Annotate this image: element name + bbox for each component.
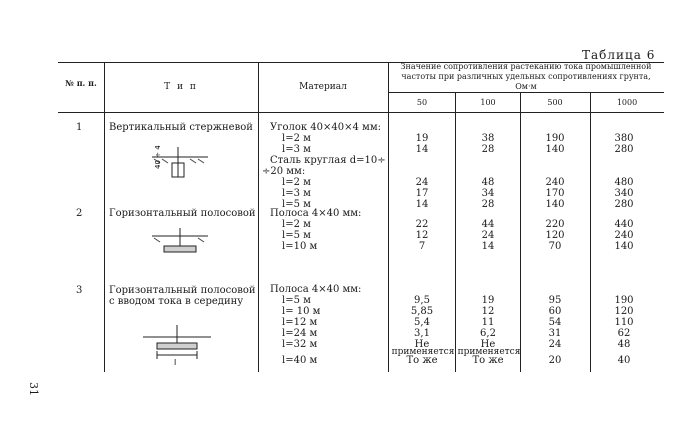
value-cell: То же	[406, 355, 438, 366]
value-cell: 280	[614, 199, 634, 210]
row-1-type: Вертикальный стержневой	[109, 122, 253, 133]
row-3-material-line: l= 10 м	[282, 306, 321, 317]
value-cell: Не	[480, 339, 496, 350]
value-cell: 24	[415, 177, 429, 188]
header-material: Материал	[299, 82, 347, 92]
value-cell: 140	[614, 241, 634, 252]
value-cell: 12	[415, 230, 429, 241]
value-cell: 62	[617, 328, 631, 339]
value-cell: 170	[545, 188, 565, 199]
row-1-material-line: Сталь круглая d=10÷	[270, 155, 386, 166]
value-cell: 5,85	[410, 306, 434, 317]
vertical-rod-sketch	[150, 143, 210, 193]
value-cell: 240	[545, 177, 565, 188]
header-resistivity-1000: 1000	[616, 98, 638, 107]
value-cell: 44	[481, 219, 495, 230]
value-cell: 34	[481, 188, 495, 199]
header-num: № п. п.	[65, 78, 97, 88]
row-1-material-line: l=5 м	[282, 199, 311, 210]
header-resistivity-500: 500	[547, 98, 563, 107]
row-3-type-line: Горизонтальный полосовой	[109, 285, 256, 296]
value-cell: 340	[614, 188, 634, 199]
value-cell: 48	[481, 177, 495, 188]
value-cell: 14	[415, 199, 429, 210]
page-number: 31	[27, 382, 40, 396]
sketch-dimension-label: 40 ÷ 4	[154, 145, 162, 169]
row-3-material-line: Полоса 4×40 мм:	[270, 284, 362, 295]
column-divider	[455, 92, 456, 372]
value-cell: 240	[614, 230, 634, 241]
table-caption: Таблица 6	[582, 48, 656, 62]
value-cell: 220	[545, 219, 565, 230]
row-1-material-line: ÷20 мм:	[262, 166, 306, 177]
value-cell: 22	[415, 219, 429, 230]
value-cell: 54	[548, 317, 562, 328]
value-cell: 20	[548, 355, 562, 366]
row-2-number: 2	[76, 208, 83, 219]
row-3-material-line: l=5 м	[282, 295, 311, 306]
value-cell: 60	[548, 306, 562, 317]
header-resistivity-100: 100	[480, 98, 496, 107]
header-resistivity-50: 50	[416, 98, 428, 107]
header-resistance-group: Значение сопротивления растеканию тока промышленной частоты при различных удельных сопротивлениях грунта, Ом·м	[400, 62, 652, 91]
column-divider	[590, 92, 591, 372]
row-1-number: 1	[76, 122, 83, 133]
value-cell: 9,5	[414, 295, 430, 306]
sketch-dimension-label: l	[174, 358, 177, 367]
value-cell: 31	[548, 328, 562, 339]
value-cell: 24	[481, 230, 495, 241]
row-1-material-line: Уголок 40×40×4 мм:	[270, 122, 381, 133]
value-cell: применяется	[391, 347, 455, 357]
value-cell: 11	[481, 317, 495, 328]
value-cell: применяется	[457, 347, 521, 357]
center-fed-strip-sketch	[143, 325, 211, 367]
value-cell: 120	[614, 306, 634, 317]
row-1-material-line: l=2 м	[282, 177, 311, 188]
value-cell: 12	[481, 306, 495, 317]
value-cell: 190	[614, 295, 634, 306]
horizontal-strip-sketch	[152, 228, 208, 260]
value-cell: 19	[415, 133, 429, 144]
value-cell: То же	[472, 355, 504, 366]
column-divider	[258, 62, 259, 372]
table-header-rule	[58, 112, 664, 113]
row-3-number: 3	[76, 285, 83, 296]
row-3-material-line: l=24 м	[282, 328, 318, 339]
row-3-material-line: l=32 м	[282, 339, 318, 350]
value-cell: 24	[548, 339, 562, 350]
row-2-material-line: l=2 м	[282, 219, 311, 230]
value-cell: 48	[617, 339, 631, 350]
row-1-material-line: l=2 м	[282, 133, 311, 144]
value-cell: 70	[548, 241, 562, 252]
value-cell: 140	[545, 199, 565, 210]
column-divider	[388, 62, 389, 372]
value-cell: 140	[545, 144, 565, 155]
value-cell: 5,4	[414, 317, 430, 328]
value-cell: Не	[414, 339, 430, 350]
value-cell: 7	[418, 241, 426, 252]
value-cell: 190	[545, 133, 565, 144]
value-cell: 380	[614, 133, 634, 144]
value-cell: 440	[614, 219, 634, 230]
row-1-material-line: l=3 м	[282, 188, 311, 199]
resistivity-subheader-rule	[388, 92, 664, 93]
value-cell: 40	[617, 355, 631, 366]
value-cell: 38	[481, 133, 495, 144]
value-cell: 110	[614, 317, 634, 328]
value-cell: 28	[481, 144, 495, 155]
value-cell: 14	[481, 241, 495, 252]
value-cell: 6,2	[480, 328, 496, 339]
column-divider	[520, 92, 521, 372]
row-3-type-line: с вводом тока в середину	[109, 296, 244, 307]
value-cell: 19	[481, 295, 495, 306]
row-2-material-line: l=5 м	[282, 230, 311, 241]
value-cell: 14	[415, 144, 429, 155]
value-cell: 17	[415, 188, 429, 199]
value-cell: 280	[614, 144, 634, 155]
row-3-material-line: l=12 м	[282, 317, 318, 328]
row-2-material-line: l=10 м	[282, 241, 318, 252]
value-cell: 28	[481, 199, 495, 210]
column-divider	[104, 62, 105, 372]
row-2-type: Горизонтальный полосовой	[109, 208, 256, 219]
row-3-material-line: l=40 м	[282, 355, 318, 366]
row-1-material-line: l=3 м	[282, 144, 311, 155]
value-cell: 480	[614, 177, 634, 188]
value-cell: 3,1	[414, 328, 430, 339]
row-2-material-line: Полоса 4×40 мм:	[270, 208, 362, 219]
value-cell: 120	[545, 230, 565, 241]
header-type: Т и п	[164, 82, 198, 92]
value-cell: 95	[548, 295, 562, 306]
